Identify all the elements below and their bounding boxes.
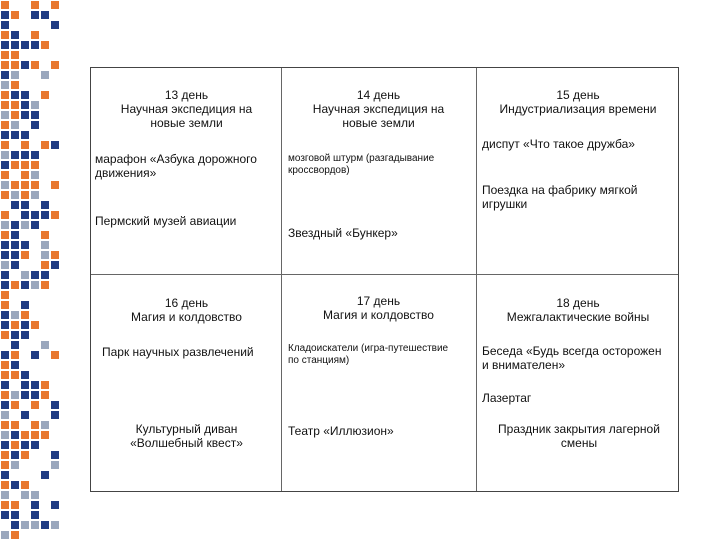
mosaic-tile <box>1 131 9 139</box>
mosaic-tile <box>51 461 59 469</box>
mosaic-tile <box>51 401 59 409</box>
mosaic-tile <box>31 41 39 49</box>
mosaic-tile <box>1 41 9 49</box>
mosaic-tile <box>51 411 59 419</box>
mosaic-tile <box>51 501 59 509</box>
mosaic-tile <box>21 221 29 229</box>
mosaic-tile <box>41 201 49 209</box>
mosaic-tile <box>31 101 39 109</box>
day-14-event-2: Звездный «Бункер» <box>288 226 398 240</box>
day-17-event-1: Кладоискатели (игра-путешествие по станциям) <box>288 343 449 366</box>
mosaic-tile <box>1 321 9 329</box>
mosaic-tile <box>1 431 9 439</box>
day-14-header: 14 день Научная экспедиция на новые земли <box>312 88 445 130</box>
mosaic-tile <box>31 61 39 69</box>
mosaic-tile <box>11 41 19 49</box>
mosaic-tile <box>21 331 29 339</box>
day-18-event-3: Праздник закрытия лагерной смены <box>498 422 660 450</box>
column-divider <box>476 68 477 491</box>
mosaic-tile <box>1 451 9 459</box>
mosaic-tile <box>31 501 39 509</box>
mosaic-tile <box>11 421 19 429</box>
mosaic-tile <box>1 491 9 499</box>
day-17-event-2: Театр «Иллюзион» <box>288 424 394 438</box>
mosaic-tile <box>41 241 49 249</box>
mosaic-tile <box>21 411 29 419</box>
mosaic-tile <box>21 211 29 219</box>
mosaic-tile <box>31 281 39 289</box>
mosaic-tile <box>11 501 19 509</box>
mosaic-tile <box>41 41 49 49</box>
day-16-event-1: Парк научных развлечений <box>102 345 254 359</box>
mosaic-tile <box>51 141 59 149</box>
mosaic-tile <box>1 151 9 159</box>
mosaic-tile <box>11 531 19 539</box>
mosaic-tile <box>1 31 9 39</box>
mosaic-tile <box>1 161 9 169</box>
mosaic-tile <box>11 311 19 319</box>
mosaic-tile <box>31 391 39 399</box>
mosaic-tile <box>1 111 9 119</box>
mosaic-tile <box>11 221 19 229</box>
mosaic-tile <box>11 251 19 259</box>
mosaic-tile <box>21 491 29 499</box>
mosaic-tile <box>31 271 39 279</box>
mosaic-tile <box>1 1 9 9</box>
mosaic-tile <box>21 391 29 399</box>
mosaic-tile <box>1 461 9 469</box>
mosaic-tile <box>31 531 39 539</box>
mosaic-tile <box>21 141 29 149</box>
mosaic-tile <box>1 281 9 289</box>
mosaic-tile <box>1 51 9 59</box>
mosaic-tile <box>51 61 59 69</box>
mosaic-tile <box>21 511 29 519</box>
mosaic-tile <box>21 171 29 179</box>
mosaic-tile <box>1 531 9 539</box>
mosaic-tile <box>1 251 9 259</box>
day-16-header: 16 день Магия и колдовство <box>131 296 242 324</box>
mosaic-tile <box>1 191 9 199</box>
mosaic-tile <box>11 261 19 269</box>
mosaic-tile <box>21 281 29 289</box>
mosaic-tile <box>11 351 19 359</box>
mosaic-tile <box>11 231 19 239</box>
mosaic-tile <box>11 431 19 439</box>
mosaic-tile <box>1 211 9 219</box>
mosaic-tile <box>21 131 29 139</box>
mosaic-tile <box>11 111 19 119</box>
mosaic-tile <box>51 521 59 529</box>
mosaic-tile <box>31 521 39 529</box>
mosaic-tile <box>21 241 29 249</box>
mosaic-tile <box>11 191 19 199</box>
mosaic-tile <box>11 491 19 499</box>
mosaic-tile <box>31 181 39 189</box>
mosaic-tile <box>41 471 49 479</box>
mosaic-tile <box>1 81 9 89</box>
mosaic-tile <box>1 501 9 509</box>
mosaic-tile <box>11 241 19 249</box>
mosaic-tile <box>21 271 29 279</box>
mosaic-tile <box>21 501 29 509</box>
mosaic-tile <box>41 141 49 149</box>
mosaic-tile <box>1 341 9 349</box>
day-15-event-2: Поездка на фабрику мягкой игрушки <box>482 183 638 211</box>
mosaic-tile <box>21 21 29 29</box>
mosaic-tile <box>1 471 9 479</box>
mosaic-tile <box>41 91 49 99</box>
mosaic-tile <box>1 521 9 529</box>
mosaic-tile <box>41 421 49 429</box>
mosaic-tile <box>11 61 19 69</box>
mosaic-tile <box>21 521 29 529</box>
mosaic-tile <box>51 251 59 259</box>
mosaic-tile <box>11 451 19 459</box>
mosaic-tile <box>21 431 29 439</box>
mosaic-tile <box>41 291 49 299</box>
mosaic-tile <box>21 91 29 99</box>
mosaic-tile <box>21 481 29 489</box>
row-divider <box>91 274 678 275</box>
mosaic-tile <box>1 181 9 189</box>
day-18-header: 18 день Межгалактические войны <box>506 296 650 324</box>
mosaic-tile <box>11 441 19 449</box>
mosaic-tile <box>11 391 19 399</box>
mosaic-tile <box>51 71 59 79</box>
mosaic-tile <box>41 281 49 289</box>
mosaic-tile <box>41 381 49 389</box>
day-15-event-1: диспут «Что такое дружба» <box>482 137 635 151</box>
mosaic-tile <box>1 101 9 109</box>
mosaic-tile <box>21 161 29 169</box>
mosaic-tile <box>11 151 19 159</box>
mosaic-tile <box>21 151 29 159</box>
mosaic-tile <box>41 391 49 399</box>
mosaic-tile <box>11 201 19 209</box>
mosaic-tile <box>1 141 9 149</box>
mosaic-tile <box>11 371 19 379</box>
mosaic-tile <box>21 61 29 69</box>
mosaic-tile <box>31 291 39 299</box>
mosaic-tile <box>1 61 9 69</box>
mosaic-tile <box>41 231 49 239</box>
mosaic-tile <box>21 311 29 319</box>
mosaic-tile <box>31 111 39 119</box>
mosaic-tile <box>1 241 9 249</box>
mosaic-tile <box>1 231 9 239</box>
mosaic-tile <box>51 451 59 459</box>
mosaic-tile <box>21 251 29 259</box>
mosaic-tile <box>51 1 59 9</box>
mosaic-tile <box>31 211 39 219</box>
mosaic-tile <box>1 171 9 179</box>
mosaic-tile <box>31 171 39 179</box>
mosaic-tile <box>51 21 59 29</box>
mosaic-tile <box>11 361 19 369</box>
mosaic-tile <box>1 261 9 269</box>
mosaic-tile <box>31 511 39 519</box>
mosaic-tile <box>11 321 19 329</box>
mosaic-tile <box>11 271 19 279</box>
mosaic-tile <box>11 71 19 79</box>
mosaic-tile <box>21 41 29 49</box>
day-18-event-2: Лазертаг <box>482 391 532 405</box>
mosaic-tile <box>11 181 19 189</box>
mosaic-tile <box>31 191 39 199</box>
mosaic-tile <box>1 221 9 229</box>
mosaic-tile <box>1 411 9 419</box>
mosaic-tile <box>1 201 9 209</box>
mosaic-tile <box>31 341 39 349</box>
mosaic-tile <box>21 101 29 109</box>
mosaic-tile <box>41 431 49 439</box>
mosaic-tile <box>1 351 9 359</box>
mosaic-tile <box>31 381 39 389</box>
mosaic-tile <box>1 381 9 389</box>
mosaic-tile <box>11 521 19 529</box>
mosaic-tile <box>31 1 39 9</box>
mosaic-tile <box>1 291 9 299</box>
day-15-header: 15 день Индустриализация времени <box>499 88 657 116</box>
mosaic-tile <box>51 211 59 219</box>
mosaic-tile <box>1 441 9 449</box>
day-18-event-1: Беседа «Будь всегда осторожен и внимателен» <box>482 344 662 372</box>
mosaic-tile <box>11 161 19 169</box>
mosaic-tile <box>1 331 9 339</box>
mosaic-tile <box>11 51 19 59</box>
mosaic-tile <box>21 321 29 329</box>
mosaic-tile <box>41 71 49 79</box>
mosaic-tile <box>31 491 39 499</box>
mosaic-tile <box>41 11 49 19</box>
mosaic-tile <box>21 191 29 199</box>
mosaic-tile <box>21 201 29 209</box>
mosaic-tile <box>41 261 49 269</box>
mosaic-tile <box>31 321 39 329</box>
mosaic-tile <box>11 131 19 139</box>
mosaic-tile <box>31 421 39 429</box>
mosaic-tile <box>31 441 39 449</box>
mosaic-tile <box>21 371 29 379</box>
mosaic-tile <box>11 401 19 409</box>
column-divider <box>281 68 282 491</box>
mosaic-tile <box>31 351 39 359</box>
mosaic-tile <box>1 401 9 409</box>
mosaic-tile <box>11 171 19 179</box>
mosaic-tile <box>1 271 9 279</box>
mosaic-tile <box>31 151 39 159</box>
mosaic-tile <box>31 11 39 19</box>
mosaic-tile <box>11 481 19 489</box>
mosaic-tile <box>1 91 9 99</box>
mosaic-tile <box>21 181 29 189</box>
day-13-event-1: марафон «Азбука дорожного движения» <box>95 152 257 180</box>
mosaic-border-decoration <box>0 0 62 540</box>
mosaic-tile <box>1 371 9 379</box>
mosaic-tile <box>31 121 39 129</box>
day-14-event-1: мозговой штурм (разгадывание кроссвордов) <box>288 153 435 176</box>
mosaic-tile <box>51 271 59 279</box>
mosaic-tile <box>41 251 49 259</box>
mosaic-tile <box>41 271 49 279</box>
mosaic-tile <box>1 391 9 399</box>
mosaic-tile <box>11 11 19 19</box>
mosaic-tile <box>11 461 19 469</box>
mosaic-tile <box>1 301 9 309</box>
day-13-event-2: Пермский музей авиации <box>95 214 237 228</box>
mosaic-tile <box>1 71 9 79</box>
mosaic-tile <box>1 11 9 19</box>
mosaic-tile <box>31 431 39 439</box>
mosaic-tile <box>41 521 49 529</box>
mosaic-tile <box>51 261 59 269</box>
mosaic-tile <box>11 101 19 109</box>
mosaic-tile <box>1 311 9 319</box>
mosaic-tile <box>31 31 39 39</box>
mosaic-tile <box>31 221 39 229</box>
mosaic-tile <box>21 381 29 389</box>
mosaic-tile <box>11 511 19 519</box>
mosaic-tile <box>51 351 59 359</box>
mosaic-tile <box>21 441 29 449</box>
day-17-header: 17 день Магия и колдовство <box>323 294 434 322</box>
mosaic-tile <box>11 121 19 129</box>
mosaic-tile <box>11 81 19 89</box>
mosaic-tile <box>41 211 49 219</box>
mosaic-tile <box>11 331 19 339</box>
mosaic-tile <box>1 361 9 369</box>
mosaic-tile <box>11 31 19 39</box>
mosaic-tile <box>31 161 39 169</box>
day-13-header: 13 день Научная экспедиция на новые земли <box>120 88 253 130</box>
mosaic-tile <box>1 421 9 429</box>
mosaic-tile <box>31 401 39 409</box>
mosaic-tile <box>1 511 9 519</box>
mosaic-tile <box>11 91 19 99</box>
mosaic-tile <box>21 301 29 309</box>
mosaic-tile <box>1 121 9 129</box>
mosaic-tile <box>21 111 29 119</box>
mosaic-tile <box>11 341 19 349</box>
mosaic-tile <box>41 341 49 349</box>
mosaic-tile <box>1 21 9 29</box>
day-16-event-2: Культурный диван «Волшебный квест» <box>130 422 243 450</box>
mosaic-tile <box>21 451 29 459</box>
mosaic-tile <box>51 181 59 189</box>
mosaic-tile <box>1 481 9 489</box>
mosaic-tile <box>11 281 19 289</box>
